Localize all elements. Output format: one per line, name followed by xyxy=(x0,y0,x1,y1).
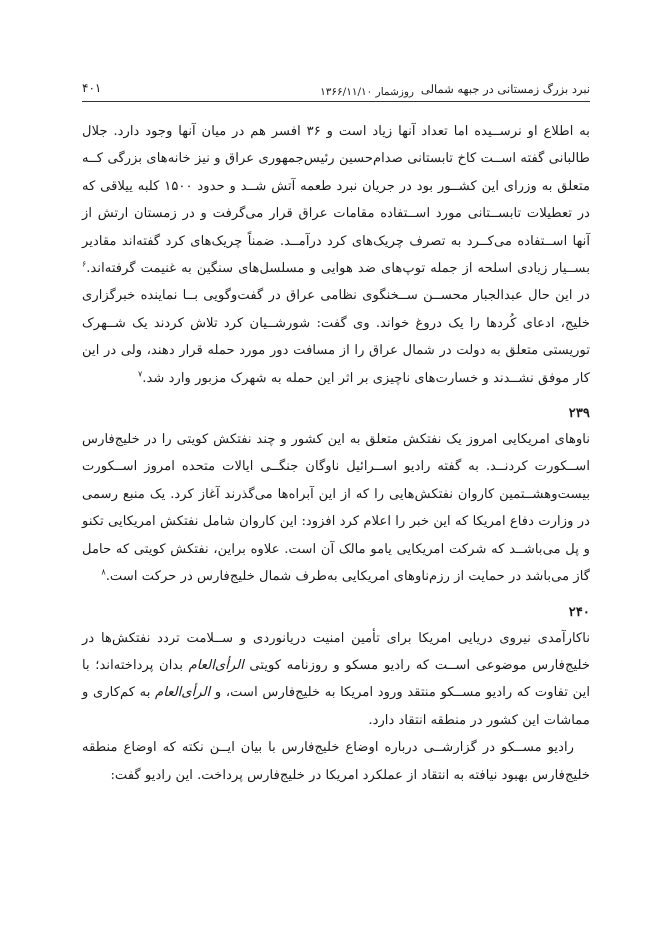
paragraph-text: در این حال عبدالجبار محســن ســخنگوی نظامی عراق در گفت‌وگویی بــا نماینده خبرگزاری خلیج، ادعای کُردها را یک دروغ خواند. وی گفت: شورشــیان کرد تلاش کردند یک شــهرک توریستی متعلق به دولت در شمال عراق را از مسافت دور مورد حمله قرار دهند، ولی در این کار موفق نشــدند و خسارت‌های ناچیزی بر اثر این حمله به شهرک مزبور وارد شد. xyxy=(82,288,590,386)
section-240-paragraph-2: رادیو مســکو در گزارشــی درباره اوضاع خلیج‌فارس با بیان ایــن نکته که اوضاع منطقه خلیج‌فارس بهبود نیافته به انتقاد از عملکرد امریکا در خلیج‌فارس پرداخت. این رادیو گفت: xyxy=(82,740,590,783)
paragraph-text: ناوهای امریکایی امروز یک نفتکش متعلق به این کشور و چند نفتکش کویتی را در خلیج‌فارس اســکورت کردنــد. به گفته رادیو اســرائیل ناوگان جنگــی ایالات متحده امروز اســکورت بیست‌وهشــتمین کاروان نفتکش‌هایی را که از این آبراه‌ها می‌گذرند آغاز کرد. یک منبع رسمی در وزارت دفاع امریکا که این خبر را اعلام کرد افزود: این کاروان شامل نفتکش امریکایی تکنو و پل می‌باشــد که شرکت امریکایی یامو مالک آن است. علاوه براین، نفتکش کویتی که حامل گاز می‌باشد در حمایت از رزم‌ناوهای امریکایی به‌طرف شمال خلیج‌فارس در حرکت است. xyxy=(82,432,590,585)
book-title: نبرد بزرگ زمستانی در جبهه شمالی xyxy=(420,82,590,96)
section-number-240: ۲۴۰ xyxy=(568,604,590,620)
section-gap xyxy=(82,392,590,402)
paragraph-text: بدان پرداخته‌اند؛ با این تفاوت که رادیو مســکو منتقد ورود امریکا به خلیج‌فارس است، و xyxy=(82,657,590,701)
page-body xyxy=(82,118,590,789)
paragraph-text: به اطلاع او نرســیده اما تعداد آنها زیاد است و ۳۶ افسر هم در میان آنها وجود دارد. جلال طالبانی گفته اســت کاخ تابستانی صدام‌حسین رئیس‌جمهوری عراق و نیز خانه‌های بزرگی کــه متعلق به وزرای این کشــور بود در جریان نبرد طعمه آتش شــد و حدود ۱۵۰۰ کلبه ییلاقی که در تعطیلات تابســتانی مورد اســتفاده مقامات عراق قرار می‌گرفت و در زمستان ارتش از آنها اســتفاده می‌کــرد به تصرف چریک‌های کرد درآمــد. ضمناً چریک‌های کرد گفته‌اند مقادیر بســیار زیادی اسلحه از جمله توپ‌های ضد هوایی و مسلسل‌های سنگین به غنیمت گرفته‌اند. xyxy=(82,124,591,277)
diary-date: روزشمار ۱۳۶۶/۱۱/۱۰ xyxy=(320,86,414,98)
newspaper-name: الرأی‌العام xyxy=(155,685,211,701)
section-238-paragraph xyxy=(82,118,590,392)
footnote-marker[interactable]: ۶ xyxy=(82,259,87,269)
section-number-239: ۲۳۹ xyxy=(568,406,590,422)
header-rule xyxy=(82,101,590,102)
paragraph-text: ناکارآمدی نیروی دریایی امریکا برای تأمین امنیت دریانوردی و ســلامت تردد نفتکش‌ها در خلیج‌فارس موضوعی اســت که رادیو مسکو و روزنامه کویتی xyxy=(82,630,590,673)
footnote-marker[interactable]: ۷ xyxy=(137,369,143,379)
paragraph-text: به کم‌کاری و مماشات این کشور در منطقه انتقاد دارد. xyxy=(82,685,590,728)
section-gap xyxy=(82,591,590,601)
newspaper-name: الرأی‌العام xyxy=(188,657,244,673)
footnote-marker[interactable]: ۸ xyxy=(101,567,106,577)
running-header xyxy=(82,78,590,102)
page-number: ۴۰۱ xyxy=(82,81,102,95)
section-239-paragraph xyxy=(82,426,590,590)
section-240-paragraph-1 xyxy=(82,625,590,735)
